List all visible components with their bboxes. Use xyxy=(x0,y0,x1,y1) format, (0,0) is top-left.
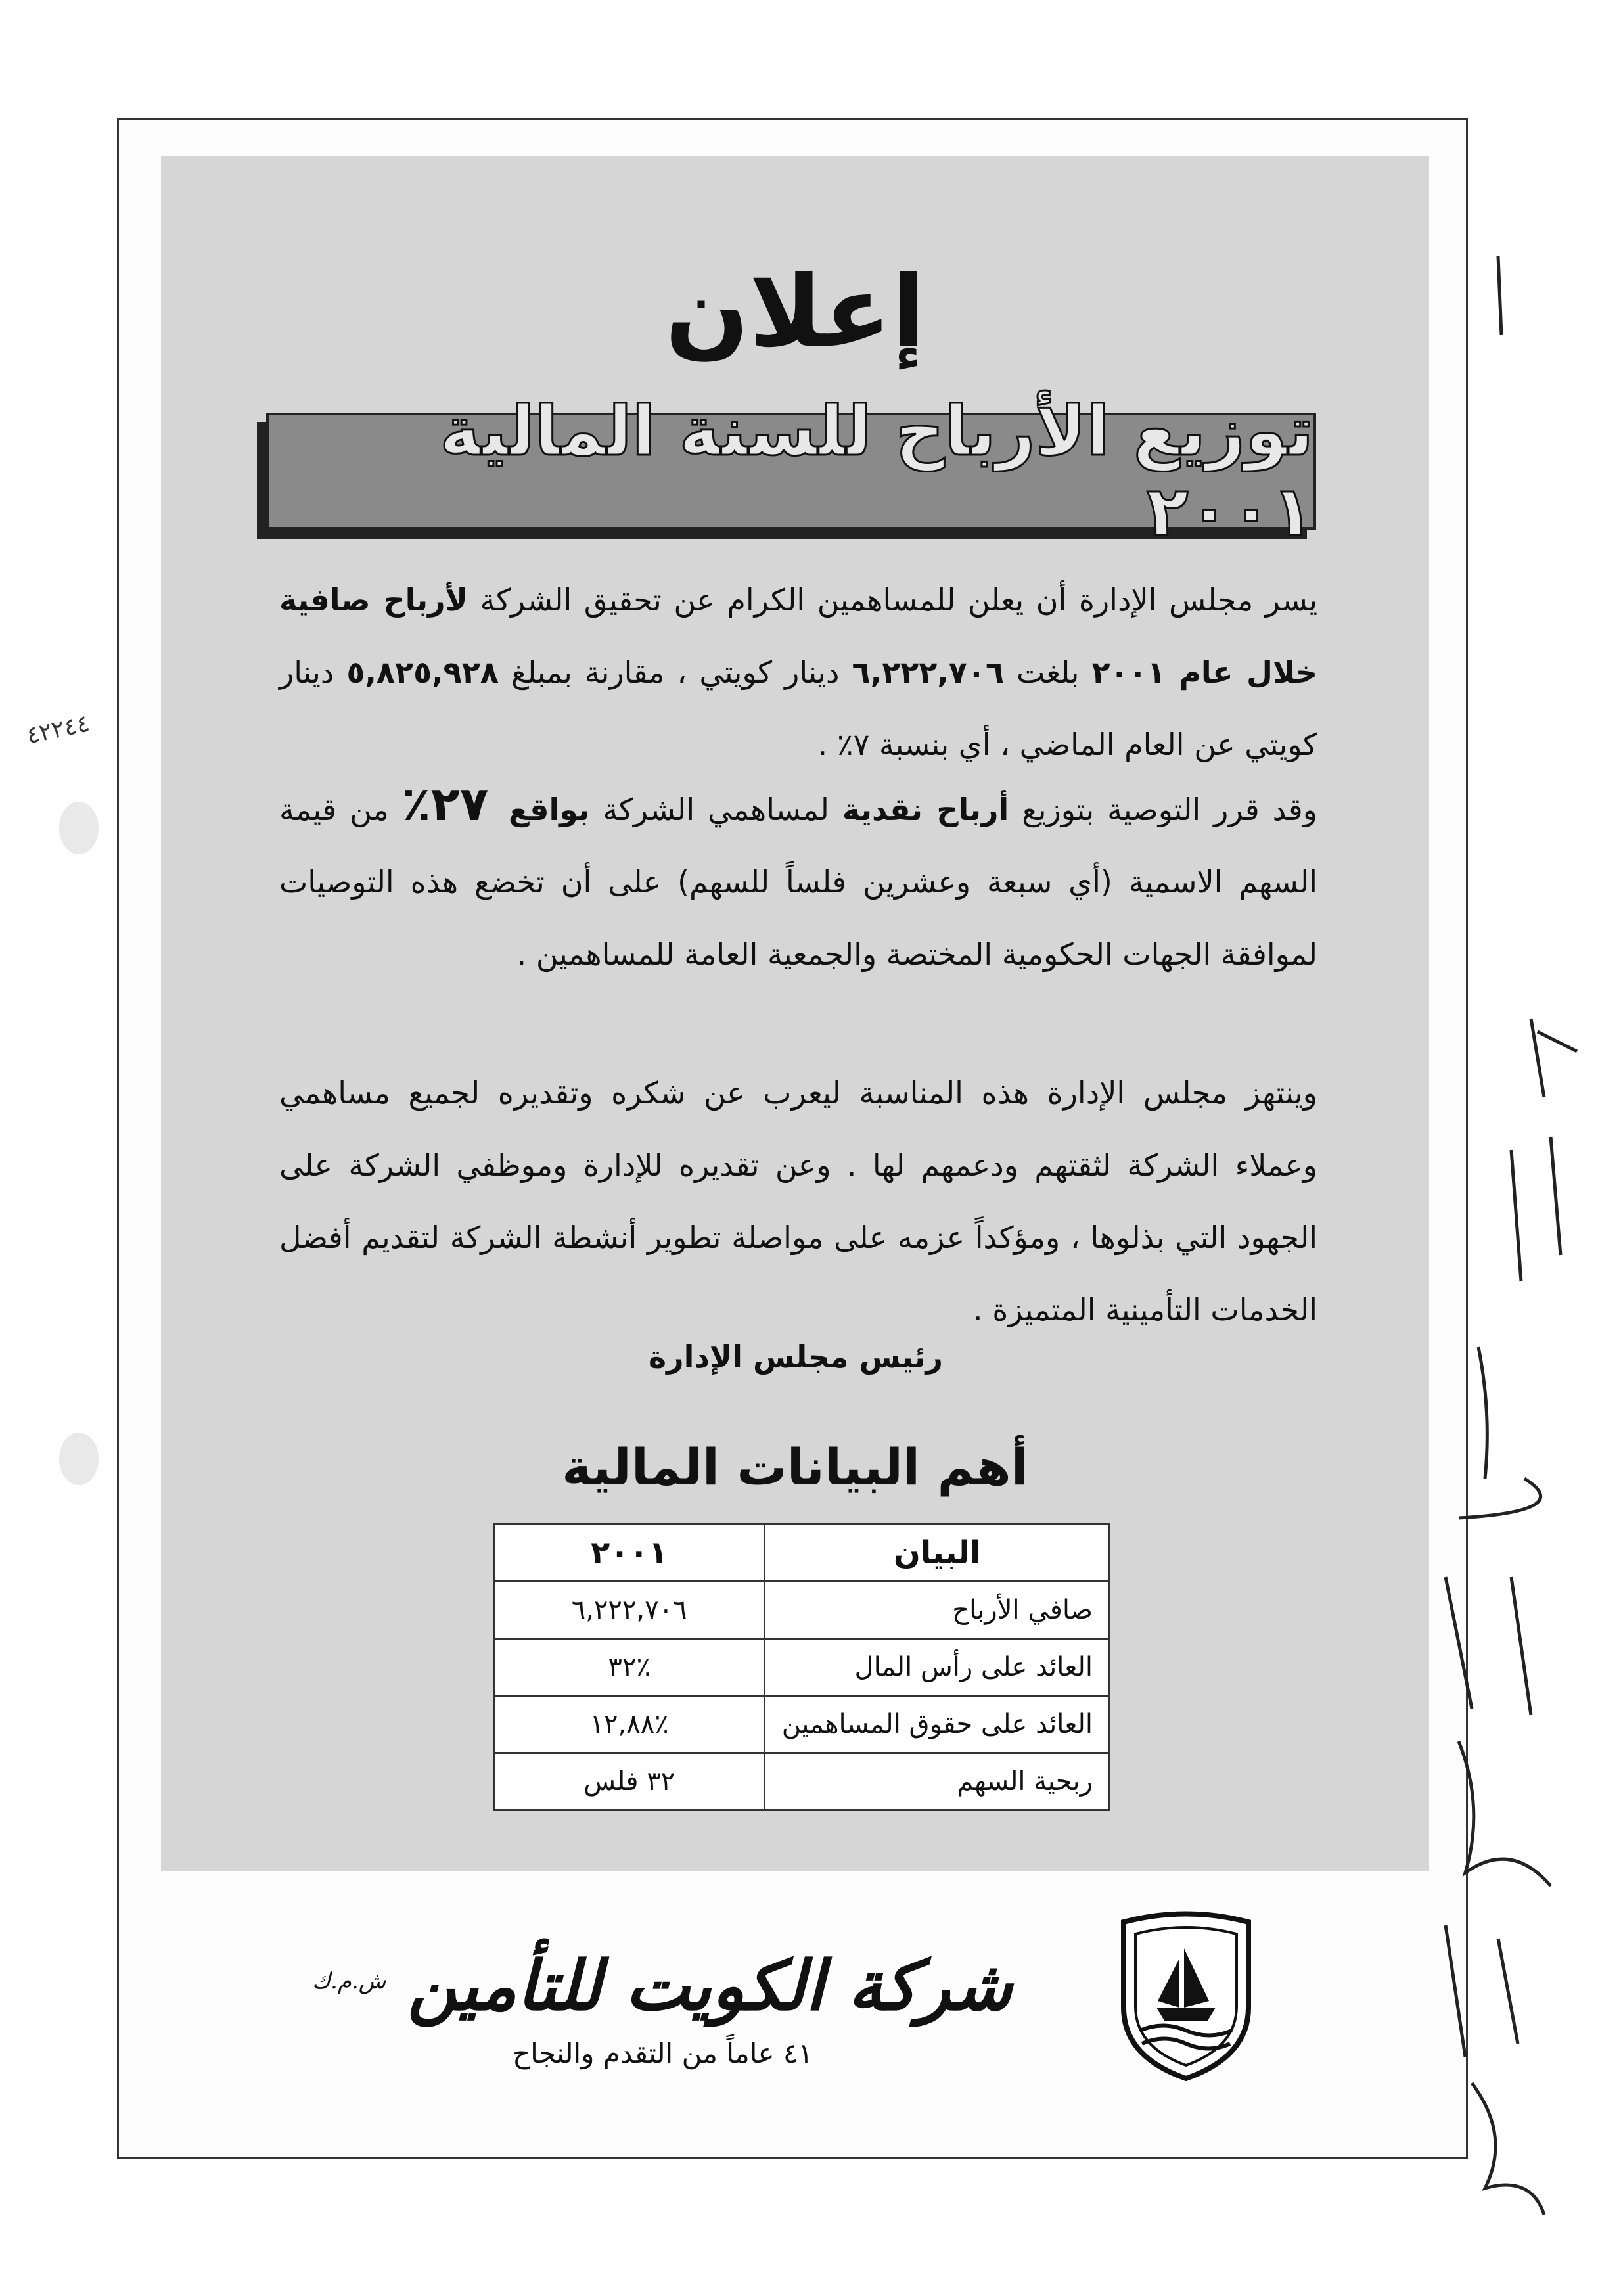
row-label: العائد على رأس المال xyxy=(765,1639,1110,1696)
company-logo-shield-icon xyxy=(1110,1909,1262,2083)
signature: رئيس مجلس الإدارة xyxy=(648,1339,943,1375)
punch-hole-top xyxy=(59,802,99,854)
financials-table xyxy=(493,1523,1110,1811)
row-value: ٦,٢٢٢,٧٠٦ xyxy=(494,1582,765,1639)
company-abbreviation: ش.م.ك xyxy=(312,1968,386,1994)
table-row xyxy=(494,1639,1110,1696)
table-row xyxy=(494,1582,1110,1639)
company-tagline: ٤١ عاماً من التقدم والنجاح xyxy=(513,2037,813,2069)
row-value: ٪١٢,٨٨ xyxy=(494,1696,765,1753)
margin-handwriting-scribble xyxy=(1380,230,1603,2234)
financials-title: أهم البيانات المالية xyxy=(562,1438,1028,1496)
table-row xyxy=(494,1753,1110,1810)
table-header-row xyxy=(494,1525,1110,1582)
header-year: ٢٠٠١ xyxy=(494,1525,765,1582)
row-label: ربحية السهم xyxy=(765,1753,1110,1810)
paragraph-dividend: وقد قرر التوصية بتوزيع أرباح نقدية لمساهمي الشركة بواقع ٢٧٪ من قيمة السهم الاسمية (أي سبعة وعشرين فلساً للسهم) على أن تخضع هذه التوصيات لموافقة الجهات الحكومية المختصة والجمعية العامة للمساهمين . xyxy=(279,776,1317,972)
headline-text: توزيع الأرباح للسنة المالية ٢٠٠١ xyxy=(440,391,1313,551)
margin-handwritten-note: ٤٢٢٤٤ xyxy=(24,710,92,750)
punch-hole-bottom xyxy=(59,1433,99,1485)
headline-banner xyxy=(266,391,1316,551)
row-value: ٣٢ فلس xyxy=(494,1753,765,1810)
paragraph-profits: يسر مجلس الإدارة أن يعلن للمساهمين الكرام عن تحقيق الشركة لأرباح صافية خلال عام ٢٠٠١ بلغت ٦,٢٢٢,٧٠٦ دينار كويتي ، مقارنة بمبلغ ٥,٨٢٥,٩٢٨ دينار كويتي عن العام الماضي ، أي بنسبة ٧٪ . xyxy=(279,582,1318,762)
row-value: ٪٣٢ xyxy=(494,1639,765,1696)
announcement-panel xyxy=(161,156,1429,1871)
announcement-title: إعلان xyxy=(665,255,925,369)
header-item: البيان xyxy=(765,1525,1110,1582)
company-name: شركة الكويت للتأمين xyxy=(407,1945,1013,2026)
table-row xyxy=(494,1696,1110,1753)
row-label: العائد على حقوق المساهمين xyxy=(765,1696,1110,1753)
row-label: صافي الأرباح xyxy=(765,1582,1110,1639)
paragraph-thanks: وينتهز مجلس الإدارة هذه المناسبة ليعرب عن شكره وتقديره لجميع مساهمي وعملاء الشركة لثقتهم ودعمهم لها . وعن تقديره للإدارة وموظفي الشركة على الجهود التي بذلوها ، ومؤكداً عزمه على مواصلة تطوير أنشطة الشركة لتقديم أفضل الخدمات التأمينية المتميزة . xyxy=(279,1075,1317,1327)
